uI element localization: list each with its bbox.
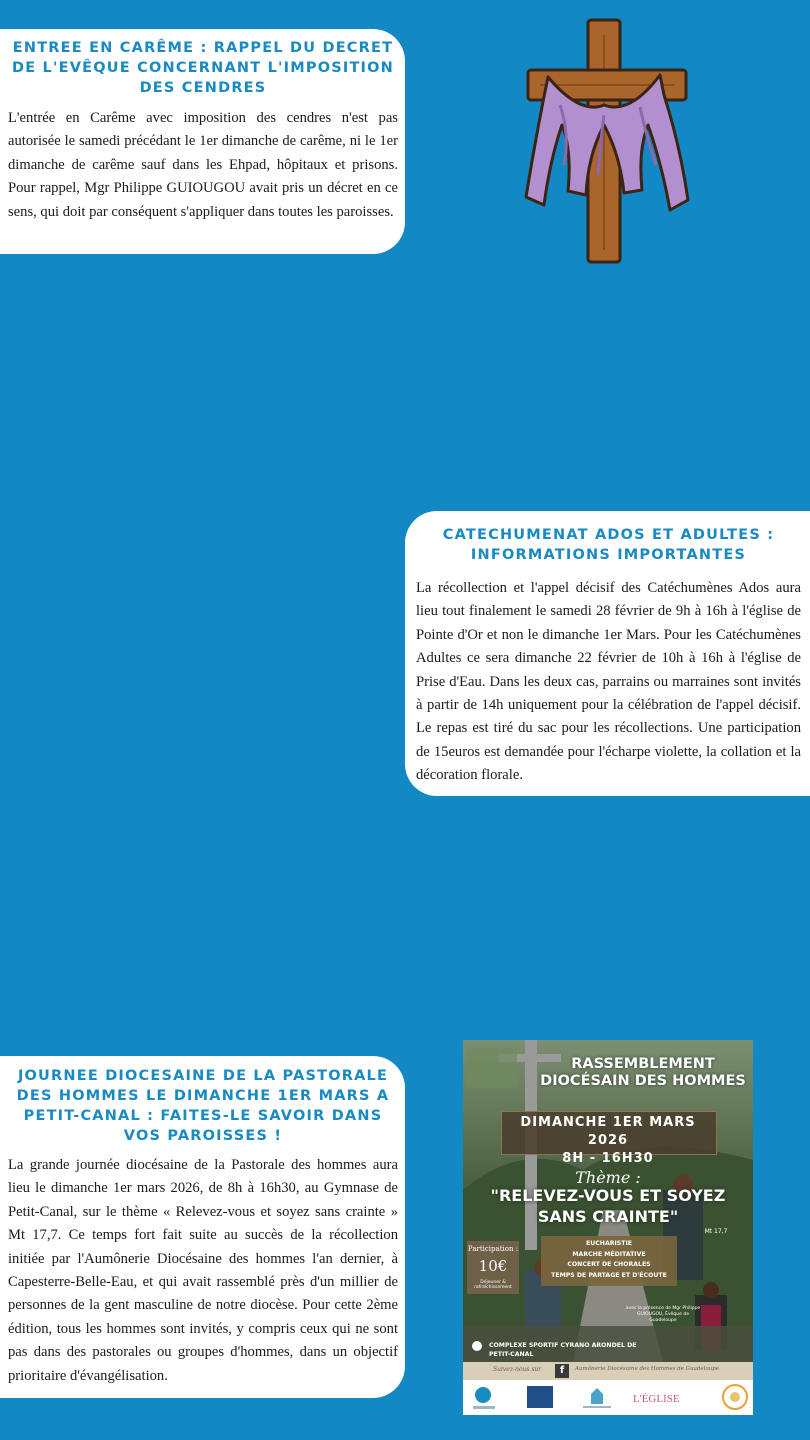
bible-reference: Mt 17,7	[704, 1228, 728, 1235]
seal-logo-icon	[723, 1385, 747, 1409]
poster-title: RASSEMBLEMENT DIOCÉSAIN DES HOMMES	[540, 1056, 746, 1089]
price: 10€	[478, 1257, 508, 1275]
partner-logos	[463, 1380, 753, 1415]
article-title: JOURNEE DIOCESAINE DE LA PASTORALE DES HOMMES LE DIMANCHE 1ER MARS A PETIT-CANAL : FAITES-LE SAVOIR DANS VOS PAROISSES !	[16, 1068, 390, 1144]
price-note: Déjeuner & rafraîchissement	[474, 1280, 512, 1290]
article-ash-wednesday	[0, 29, 405, 254]
cross-with-purple-cloth-icon	[520, 15, 695, 267]
theme-label: Thème :	[575, 1168, 641, 1187]
program-item: MARCHE MÉDITATIVE	[572, 1250, 646, 1258]
radio-logo-icon	[527, 1386, 553, 1408]
article-body: La grande journée diocésaine de la Pastorale des hommes aura lieu le dimanche 1er mars 2026, de 8h à 16h30, au Gymnase de Petit-Canal, sur le thème « Relevez-vous et soyez sans crainte » Mt 17,7. Ce temps fort fait suite au succès de la récollection initiée par l'Aumônerie Diocésaine des hommes l'an dernier, à Capesterre-Belle-Eau, et qui avait rassemblé près d'un millier de personnes de la gent masculine de notre diocèse. Pour cette 2ème édition, tous les hommes sont invités, y compris ceux qui ne sont pas dans des pastorales ou groupes d'hommes, dans un objectif prioritaire d'évangélisation.	[8, 1157, 398, 1384]
participation-label: Participation :	[467, 1245, 519, 1253]
bishop-presence: avec la présence de Mgr Philippe GUIOUGOU, Évêque de Guadeloupe	[625, 1306, 701, 1323]
poster-theme: "RELEVEZ-VOUS ET SOYEZ SANS CRAINTE"	[490, 1186, 726, 1226]
eglise-logo-text: L'ÉGLISE	[633, 1393, 680, 1405]
program-list	[541, 1239, 677, 1281]
facebook-account: Aumônerie Diocésaine des Hommes de Guadeloupe	[575, 1366, 720, 1372]
article-mens-day	[0, 1056, 405, 1398]
program-item: TEMPS DE PARTAGE ET D'ÉCOUTE	[551, 1271, 667, 1279]
program-item: EUCHARISTIE	[585, 1240, 633, 1247]
facebook-icon: f	[555, 1364, 569, 1378]
article-title: ENTREE EN CARÊME : RAPPEL DU DECRET DE L'EVÊQUE CONCERNANT L'IMPOSITION DES CENDRES	[11, 40, 395, 96]
program-item: CONCERT DE CHORALES	[567, 1261, 651, 1268]
event-poster	[463, 1040, 753, 1415]
poster-date: DIMANCHE 1ER MARS 2026 8H - 16H30	[520, 1115, 696, 1166]
venue: COMPLEXE SPORTIF CYRANO ARONDEL DE PETIT-CANAL	[489, 1342, 637, 1358]
article-title: CATECHUMENAT ADOS ET ADULTES : INFORMATIONS IMPORTANTES	[442, 527, 775, 563]
article-catechumenate	[405, 511, 810, 796]
article-body: L'entrée en Carême avec imposition des cendres n'est pas autorisée le samedi précédant le 1er dimanche de carême, ni le 1er dimanche de carême sauf dans les Ehpad, hôpitaux et prisons. Pour rappel, Mgr Philippe GUIOUGOU avait pris un décret en ce sens, qui doit par conséquent s'appliquer dans toutes les paroisses.	[8, 110, 398, 220]
article-body: La récollection et l'appel décisif des Catéchumènes Ados aura lieu tout finalement le samedi 28 février de 9h à 16h à l'église de Pointe d'Or et non le dimanche 1er Mars. Pour les Catéchumènes Adultes ce sera dimanche 22 février de 10h à 16h à l'église de Prise d'Eau. Dans les deux cas, parrains ou marraines sont invités à partir de 14h uniquement pour la célébration de l'appel décisif. Le repas est tiré du sac pour les récollections. Une participation de 15euros est demandée pour l'écharpe violette, la collation et la décoration florale.	[416, 580, 801, 784]
follow-label: Suivez-nous sur	[493, 1366, 542, 1373]
